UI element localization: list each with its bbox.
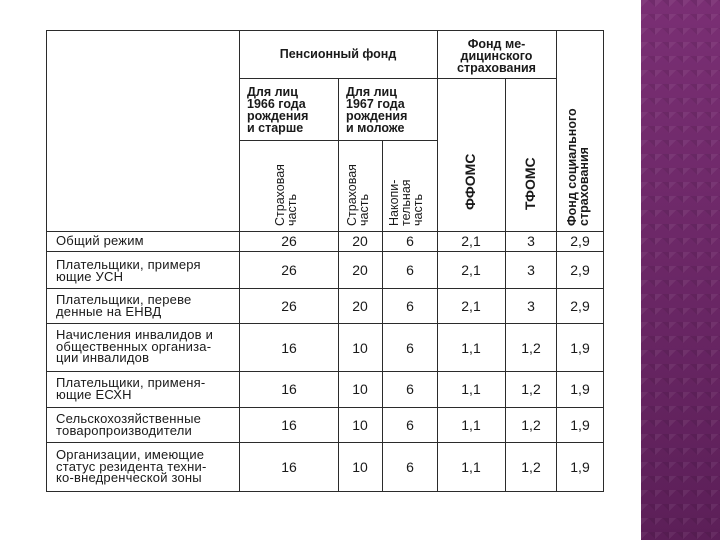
medical-fund-header: Фонд ме- дицинского страхования [457,37,536,75]
social-fund-header: Фонд социального страхования [565,108,591,226]
tfoms-header: ТФОМС [522,157,538,210]
table-cell: 26 [281,233,297,249]
row-sep [46,323,604,324]
table-cell: 1,2 [521,381,541,397]
table-left-border [46,30,47,492]
table-cell: 6 [406,381,414,397]
contribution-rates-table [46,30,604,492]
table-cell: 3 [527,262,535,278]
row-label-tech-zone: Организации, имеющие статус резидента техни- ко-внедренческой зоны [56,447,207,485]
hdr-sep-2 [239,140,438,141]
table-cell: 6 [406,298,414,314]
table-cell: 2,9 [570,233,590,249]
table-cell: 1,9 [570,381,590,397]
table-cell: 1,1 [461,381,481,397]
table-cell: 1,9 [570,417,590,433]
ffoms-header: ФФОМС [462,153,478,210]
row-sep [46,251,604,252]
insurance-part-1967-header: Страховая часть [345,164,371,226]
insurance-part-1966-header: Страховая часть [273,164,299,226]
table-cell: 6 [406,417,414,433]
table-top-border [46,30,604,31]
col-sep-ffoms [505,78,506,492]
table-cell: 6 [406,262,414,278]
table-cell: 20 [352,298,368,314]
row-sep [46,371,604,372]
table-cell: 2,9 [570,298,590,314]
table-cell: 1,1 [461,340,481,356]
table-cell: 16 [281,340,297,356]
col-sep-medical [556,30,557,492]
table-cell: 26 [281,262,297,278]
table-cell: 6 [406,340,414,356]
table-cell: 16 [281,417,297,433]
row-label-eshn: Плательщики, применя- ющие ЕСХН [56,375,206,402]
row-label-disabled: Начисления инвалидов и общественных организа- ции инвалидов [56,327,214,365]
col-sep-insurance2 [382,140,383,492]
funded-part-header: Накопи- тельная часть [387,179,425,226]
row-label-envd: Плательщики, переве денные на ЕНВД [56,292,192,319]
table-bottom-border [46,491,604,492]
row-sep [46,288,604,289]
table-cell: 16 [281,459,297,475]
table-cell: 2,1 [461,262,481,278]
table-cell: 26 [281,298,297,314]
decorative-side-panel [641,0,720,540]
table-cell: 2,9 [570,262,590,278]
table-cell: 3 [527,233,535,249]
table-cell: 10 [352,340,368,356]
table-cell: 1,9 [570,459,590,475]
table-cell: 1,2 [521,459,541,475]
table-cell: 1,1 [461,417,481,433]
table-right-border [603,30,604,492]
born-1967-header: Для лиц 1967 года рождения и моложе [346,85,408,135]
table-cell: 20 [352,233,368,249]
col-sep-pension [437,30,438,492]
table-cell: 16 [281,381,297,397]
hdr-sep-bottom [46,231,604,232]
table-cell: 1,9 [570,340,590,356]
row-label-usn: Плательщики, примеря ющие УСН [56,257,201,284]
row-sep [46,442,604,443]
table-cell: 6 [406,459,414,475]
born-1966-header: Для лиц 1966 года рождения и старше [247,85,309,135]
table-cell: 10 [352,381,368,397]
table-cell: 2,1 [461,298,481,314]
table-cell: 3 [527,298,535,314]
row-label-agricultural: Сельскохозяйственные товаропроизводители [56,411,202,438]
table-cell: 20 [352,262,368,278]
table-cell: 6 [406,233,414,249]
table-cell: 2,1 [461,233,481,249]
table-cell: 10 [352,459,368,475]
table-cell: 1,2 [521,340,541,356]
table-cell: 10 [352,417,368,433]
row-label-general: Общий режим [56,233,144,248]
pension-fund-header: Пенсионный фонд [279,47,397,61]
row-sep [46,407,604,408]
table-cell: 1,1 [461,459,481,475]
table-cell: 1,2 [521,417,541,433]
hdr-sep-1 [239,78,557,79]
